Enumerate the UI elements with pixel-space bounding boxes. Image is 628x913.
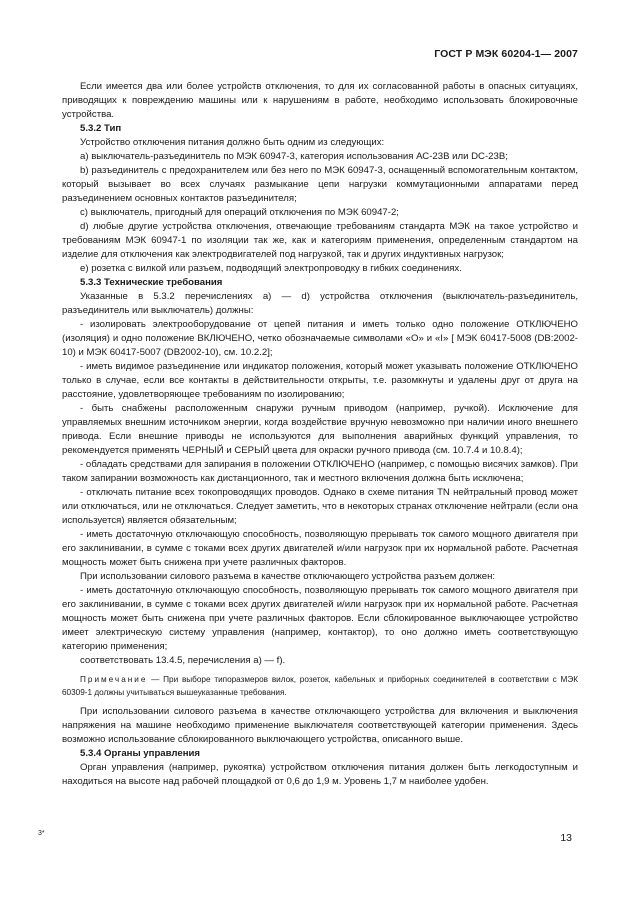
section-heading-5-3-2: 5.3.2 Тип [80, 123, 122, 134]
requirement-item: - отключать питание всех токопроводящих проводов. Однако в схеме питания TN нейтральный провод может или отключаться, или не отключаться. Следует заметить, что в некоторых странах отключение нейтрали (если она используется) является обязательным; [62, 487, 578, 526]
page-number: 13 [560, 832, 572, 844]
note-label: Примечание [80, 675, 148, 684]
list-item-a: a) выключатель-разъединитель по МЭК 60947-3, категория использования АС-23В или DC-23B; [80, 151, 508, 162]
requirement-item: соответствовать 13.4.5, перечисления а) — f). [80, 655, 286, 666]
standard-header: ГОСТ Р МЭК 60204-1— 2007 [434, 48, 578, 60]
requirement-item: - изолировать электрооборудование от цепей питания и иметь только одно положение ОТКЛЮЧЕНО (изоляция) и одно положение ВКЛЮЧЕНО, четко обозначаемые символами «О» и «I» [ МЭК 60417-5008 (DB:2002-10) и МЭК 60417-5007 (DB2002-10), см. 10.2.2]; [62, 319, 578, 358]
list-item-e: e) розетка с вилкой или разъем, подводящий электропроводку в гибких соединениях. [80, 263, 462, 274]
list-item-c: c) выключатель, пригодный для операций отключения по МЭК 60947-2; [80, 207, 399, 218]
list-item-b: b) разъединитель с предохранителем или без него по МЭК 60947-3, оснащенный вспомогательным контактом, который вызывает во всех случаях размыкание цепи нагрузки коммутационными аппаратами перед разъединением основных контактов разъединителя; [62, 165, 578, 204]
requirement-item: - иметь достаточную отключающую способность, позволяющую прерывать ток самого мощного двигателя при его заклинивании, в сумме с токами всех других двигателей и/или нагрузок при их нормальной работе. Расчетная мощность может быть снижена при учете различных факторов. [62, 529, 578, 568]
paragraph: Орган управления (например, рукоятка) устройством отключения питания должен быть легкодоступным и находиться на высоте над рабочей площадкой от 0,6 до 1,9 м. Уровень 1,7 м наиболее удобен. [62, 762, 578, 787]
sheet-signature: 3* [38, 830, 45, 837]
paragraph: Устройство отключения питания должно быть одним из следующих: [80, 137, 385, 148]
paragraph: Если имеется два или более устройств отключения, то для их согласованной работы в опасных ситуациях, приводящих к повреждению машины или к нарушениям в работе, необходимо использовать блокировочные устройства. [62, 81, 578, 120]
section-heading-5-3-3: 5.3.3 Технические требования [80, 277, 223, 288]
requirement-item: - быть снабжены расположенным снаружи ручным приводом (например, ручкой). Исключение для управляемых внешним источником энергии, когда воздействие вручную невозможно при наличии иного внешнего привода. Если внешние приводы не используются для выполнения аварийных функций управления, то рекомендуется применять ЧЕРНЫЙ и СЕРЫЙ цвета для окраски ручного привода (см. 10.7.4 и 10.8.4); [62, 403, 578, 456]
list-item-d: d) любые другие устройства отключения, отвечающие требованиям стандарта МЭК на такое устройство и требованиям МЭК 60947-1 по изоляции так же, как и категориям применения, определенным стандартом на изделие для отключения как электродвигателей под нагрузкой, так и других индуктивных нагрузок; [62, 221, 578, 260]
requirement-item: - иметь достаточную отключающую способность, позволяющую прерывать ток самого мощного двигателя при его заклинивании, в сумме с токами всех других двигателей и/или нагрузок при их нормальной работе. Расчетная мощность может быть снижена при учете различных факторов. Если сблокированное выключающее устройство имеет электрическую систему управления (например, контактор), то оно должно иметь соответствующую категорию применения; [62, 585, 578, 652]
note-text: — При выборе типоразмеров вилок, розеток, кабельных и приборных соединителей в соответствии с МЭК 60309-1 должны учитываться вышеуказанные требования. [62, 675, 578, 697]
section-heading-5-3-4: 5.3.4 Органы управления [80, 748, 201, 759]
paragraph: Указанные в 5.3.2 перечислениях а) — d) устройства отключения (выключатель-разъединитель, разъединитель или выключатель) должны: [62, 291, 578, 316]
requirement-item: - иметь видимое разъединение или индикатор положения, который может указывать положение ОТКЛЮЧЕНО только в случае, если все контакты в действительности открыты, т.е. разомкнуты и удалены друг от друга на расстояние, удовлетворяющее требованиям по изолированию; [62, 361, 578, 400]
paragraph: При использовании силового разъема в качестве отключающего устройства для включения и выключения напряжения на машине необходимо применение выключателя соответствующей категории применения. Здесь возможно использование сблокированного выключающего устройства, описанного выше. [62, 706, 578, 745]
document-body [62, 80, 578, 789]
requirement-item: - обладать средствами для запирания в положении ОТКЛЮЧЕНО (например, с помощью висячих замков). При таком запирании возможность как дистанционного, так и местного включения должна быть исключена; [62, 459, 578, 484]
note [62, 674, 578, 699]
paragraph: При использовании силового разъема в качестве отключающего устройства разъем должен: [80, 571, 496, 582]
